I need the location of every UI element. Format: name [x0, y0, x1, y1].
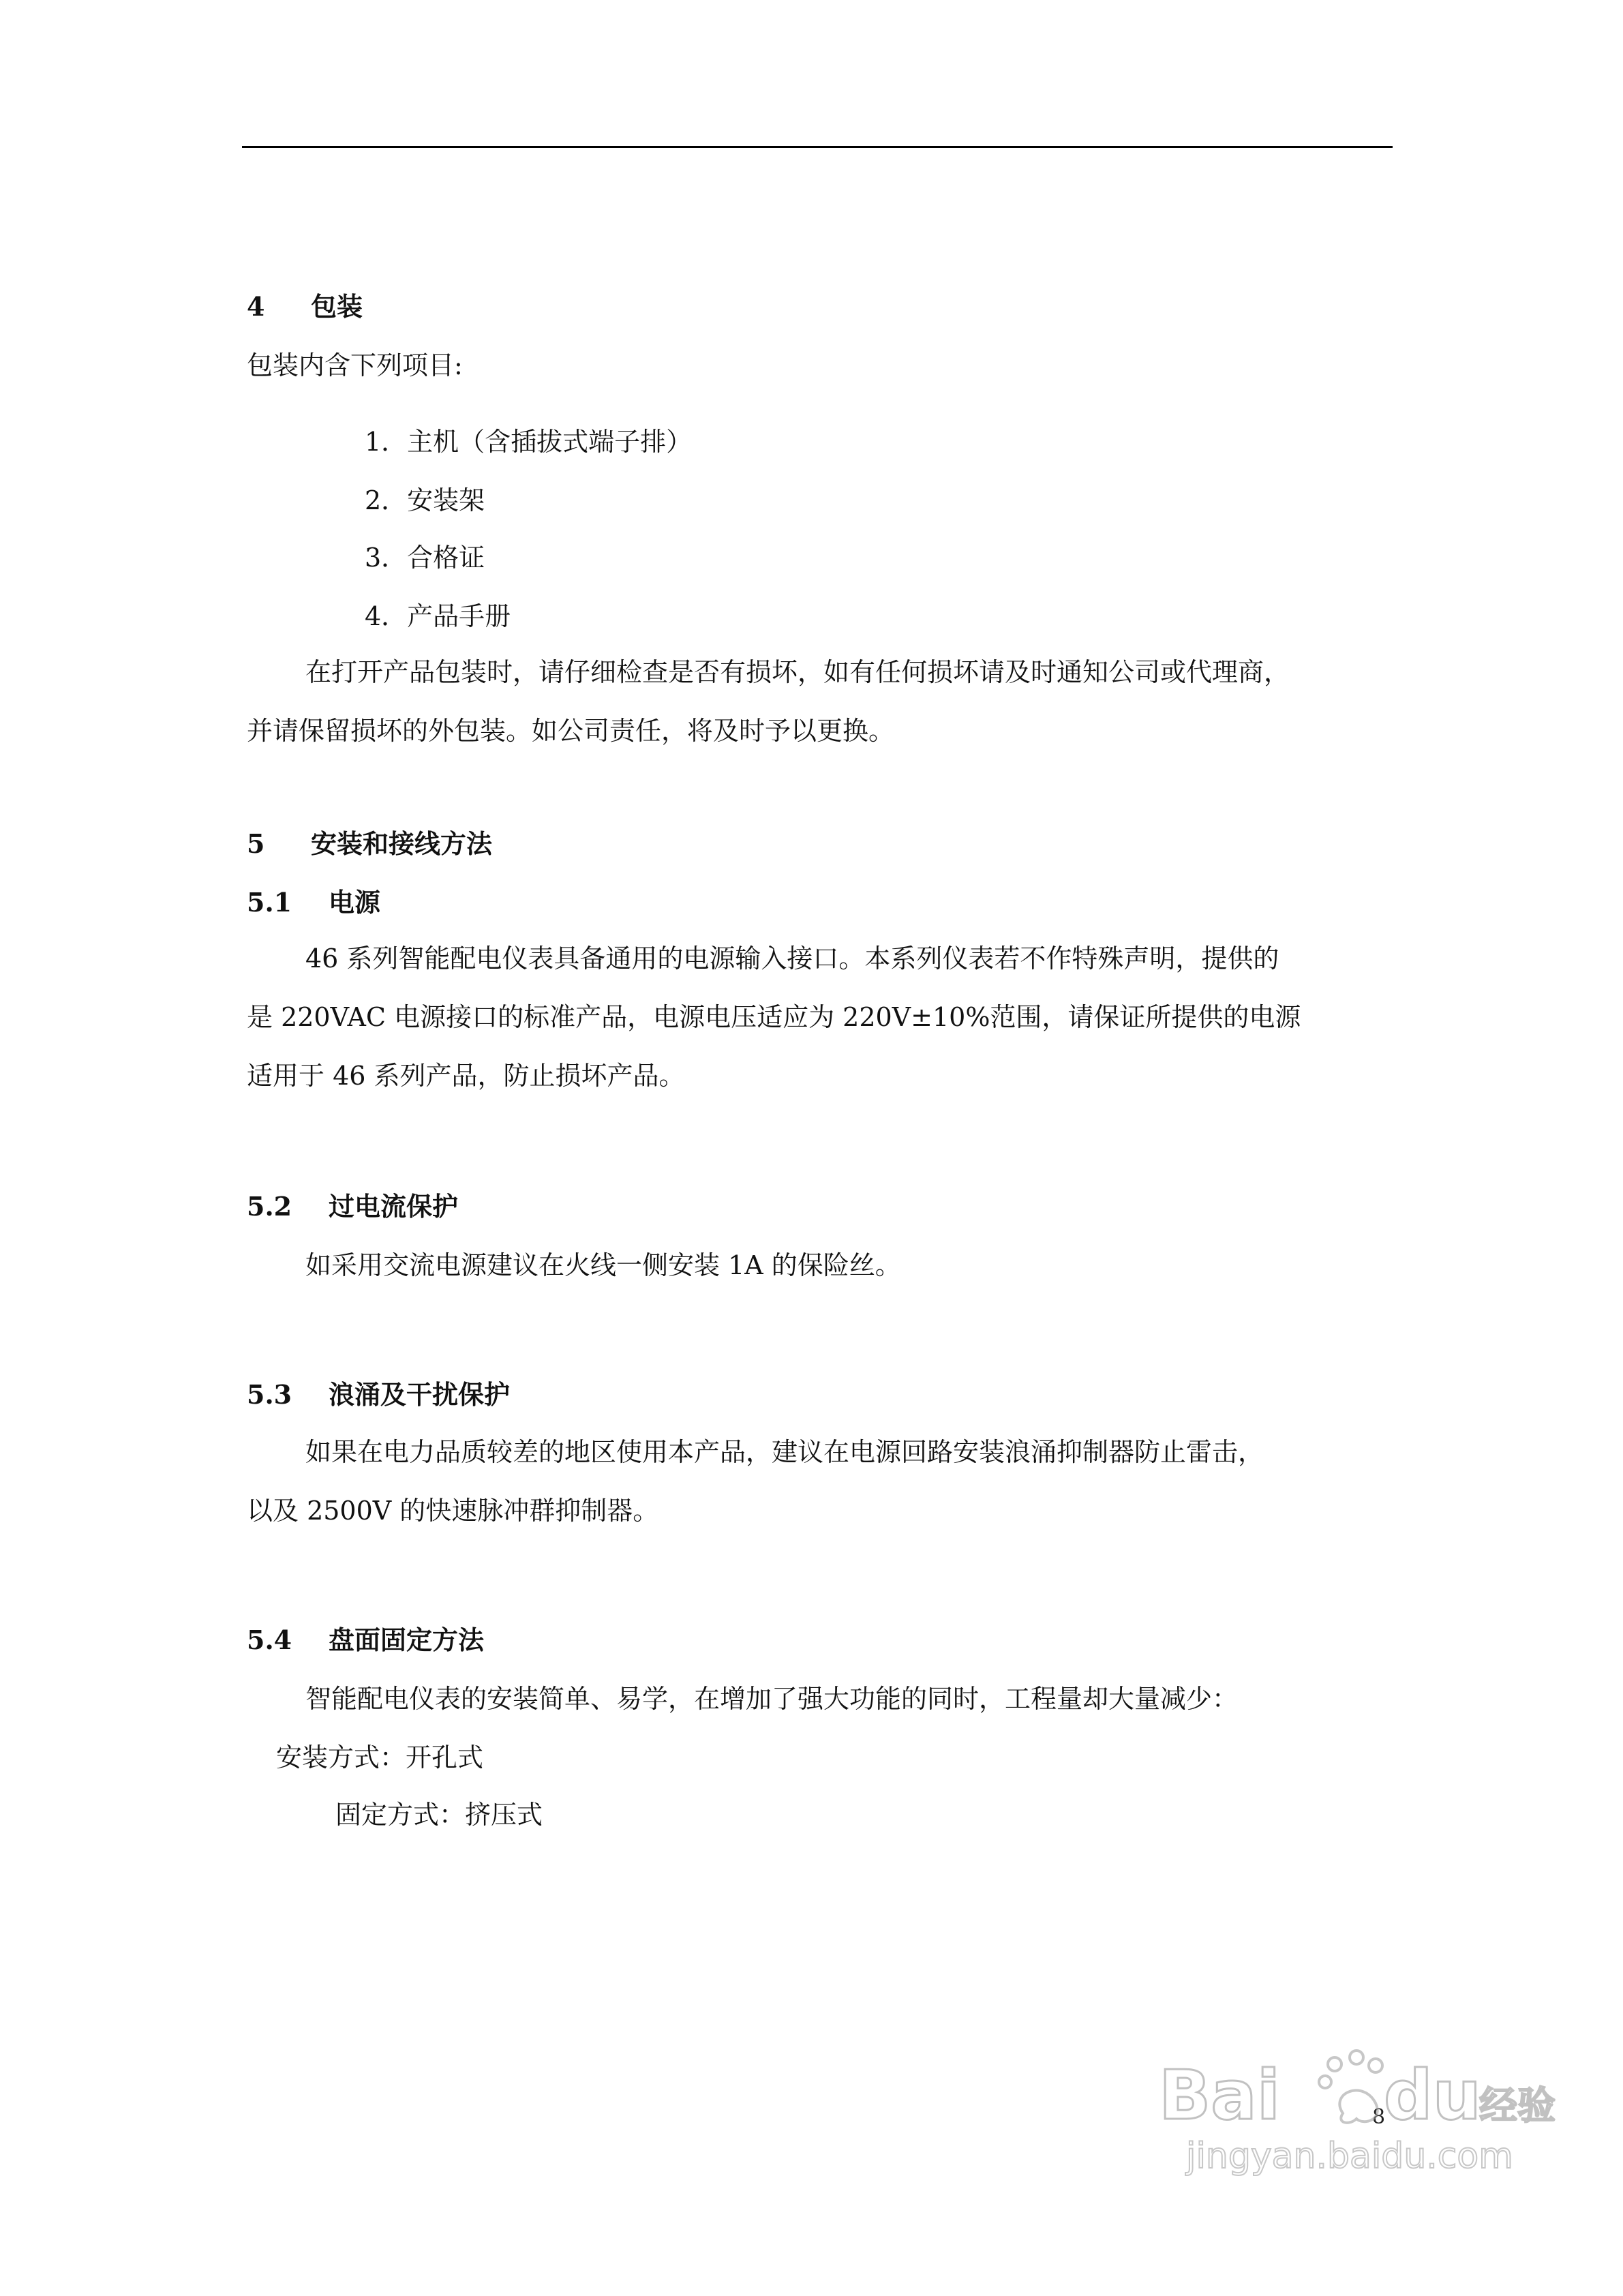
subsection-number: 5.3	[247, 1379, 292, 1410]
paragraph-line: 并请保留损坏的外包装。如公司责任，将及时予以更换。	[247, 716, 895, 746]
subsection-5-1-heading	[247, 885, 380, 920]
section-title: 安装和接线方法	[311, 828, 493, 859]
baidu-jingyan-watermark-logo	[1159, 2038, 1556, 2181]
page-number: 8	[1372, 2105, 1386, 2129]
paragraph-line: 以及 2500V 的快速脉冲群抑制器。	[247, 1496, 659, 1526]
subsection-title: 浪涌及干扰保护	[329, 1379, 511, 1410]
paragraph-line: 是 220VAC 电源接口的标准产品，电源电压适应为 220V±10%范围，请保证所提供的电源	[247, 1002, 1301, 1032]
mount-method: 安装方式：开孔式	[276, 1742, 484, 1772]
section-number: 5	[247, 828, 265, 859]
subsection-5-4-heading	[247, 1622, 484, 1658]
fix-method: 固定方式：挤压式	[335, 1800, 543, 1830]
section-4-intro: 包装内含下列项目:	[247, 350, 463, 380]
subsection-number: 5.1	[247, 887, 292, 918]
paragraph-line: 如果在电力品质较差的地区使用本产品，建议在电源回路安装浪涌抑制器防止雷击，	[305, 1437, 1264, 1467]
svg-text:Bai: Bai	[1159, 2055, 1280, 2135]
subsection-number: 5.2	[247, 1191, 292, 1222]
paragraph-line: 46 系列智能配电仪表具备通用的电源输入接口。本系列仪表若不作特殊声明，提供的	[305, 943, 1279, 973]
subsection-5-2-heading	[247, 1189, 458, 1224]
list-item: 3．合格证	[365, 543, 485, 573]
section-4-heading	[247, 289, 363, 324]
list-item: 2．安装架	[365, 485, 485, 515]
svg-text:经验: 经验	[1479, 2084, 1556, 2128]
paragraph-line: 在打开产品包装时，请仔细检查是否有损坏，如有任何损坏请及时通知公司或代理商，	[305, 657, 1290, 687]
list-item: 4．产品手册	[365, 601, 511, 631]
subsection-title: 盘面固定方法	[329, 1625, 485, 1655]
svg-text:jingyan.baidu.com: jingyan.baidu.com	[1186, 2136, 1513, 2177]
subsection-number: 5.4	[247, 1625, 292, 1655]
subsection-title: 过电流保护	[329, 1191, 459, 1222]
section-5-heading	[247, 826, 492, 862]
list-item: 1．主机（含插拔式端子排）	[365, 427, 693, 457]
section-number: 4	[247, 291, 265, 322]
subsection-title: 电源	[329, 887, 381, 918]
paragraph-line: 如采用交流电源建议在火线一侧安装 1A 的保险丝。	[305, 1250, 901, 1280]
section-title: 包装	[311, 291, 363, 322]
paragraph-line: 适用于 46 系列产品，防止损坏产品。	[247, 1061, 685, 1091]
svg-text:du: du	[1384, 2055, 1481, 2135]
subsection-5-3-heading	[247, 1377, 510, 1413]
header-rule	[242, 146, 1393, 148]
paragraph-line: 智能配电仪表的安装简单、易学，在增加了强大功能的同时，工程量却大量减少：	[305, 1684, 1239, 1714]
